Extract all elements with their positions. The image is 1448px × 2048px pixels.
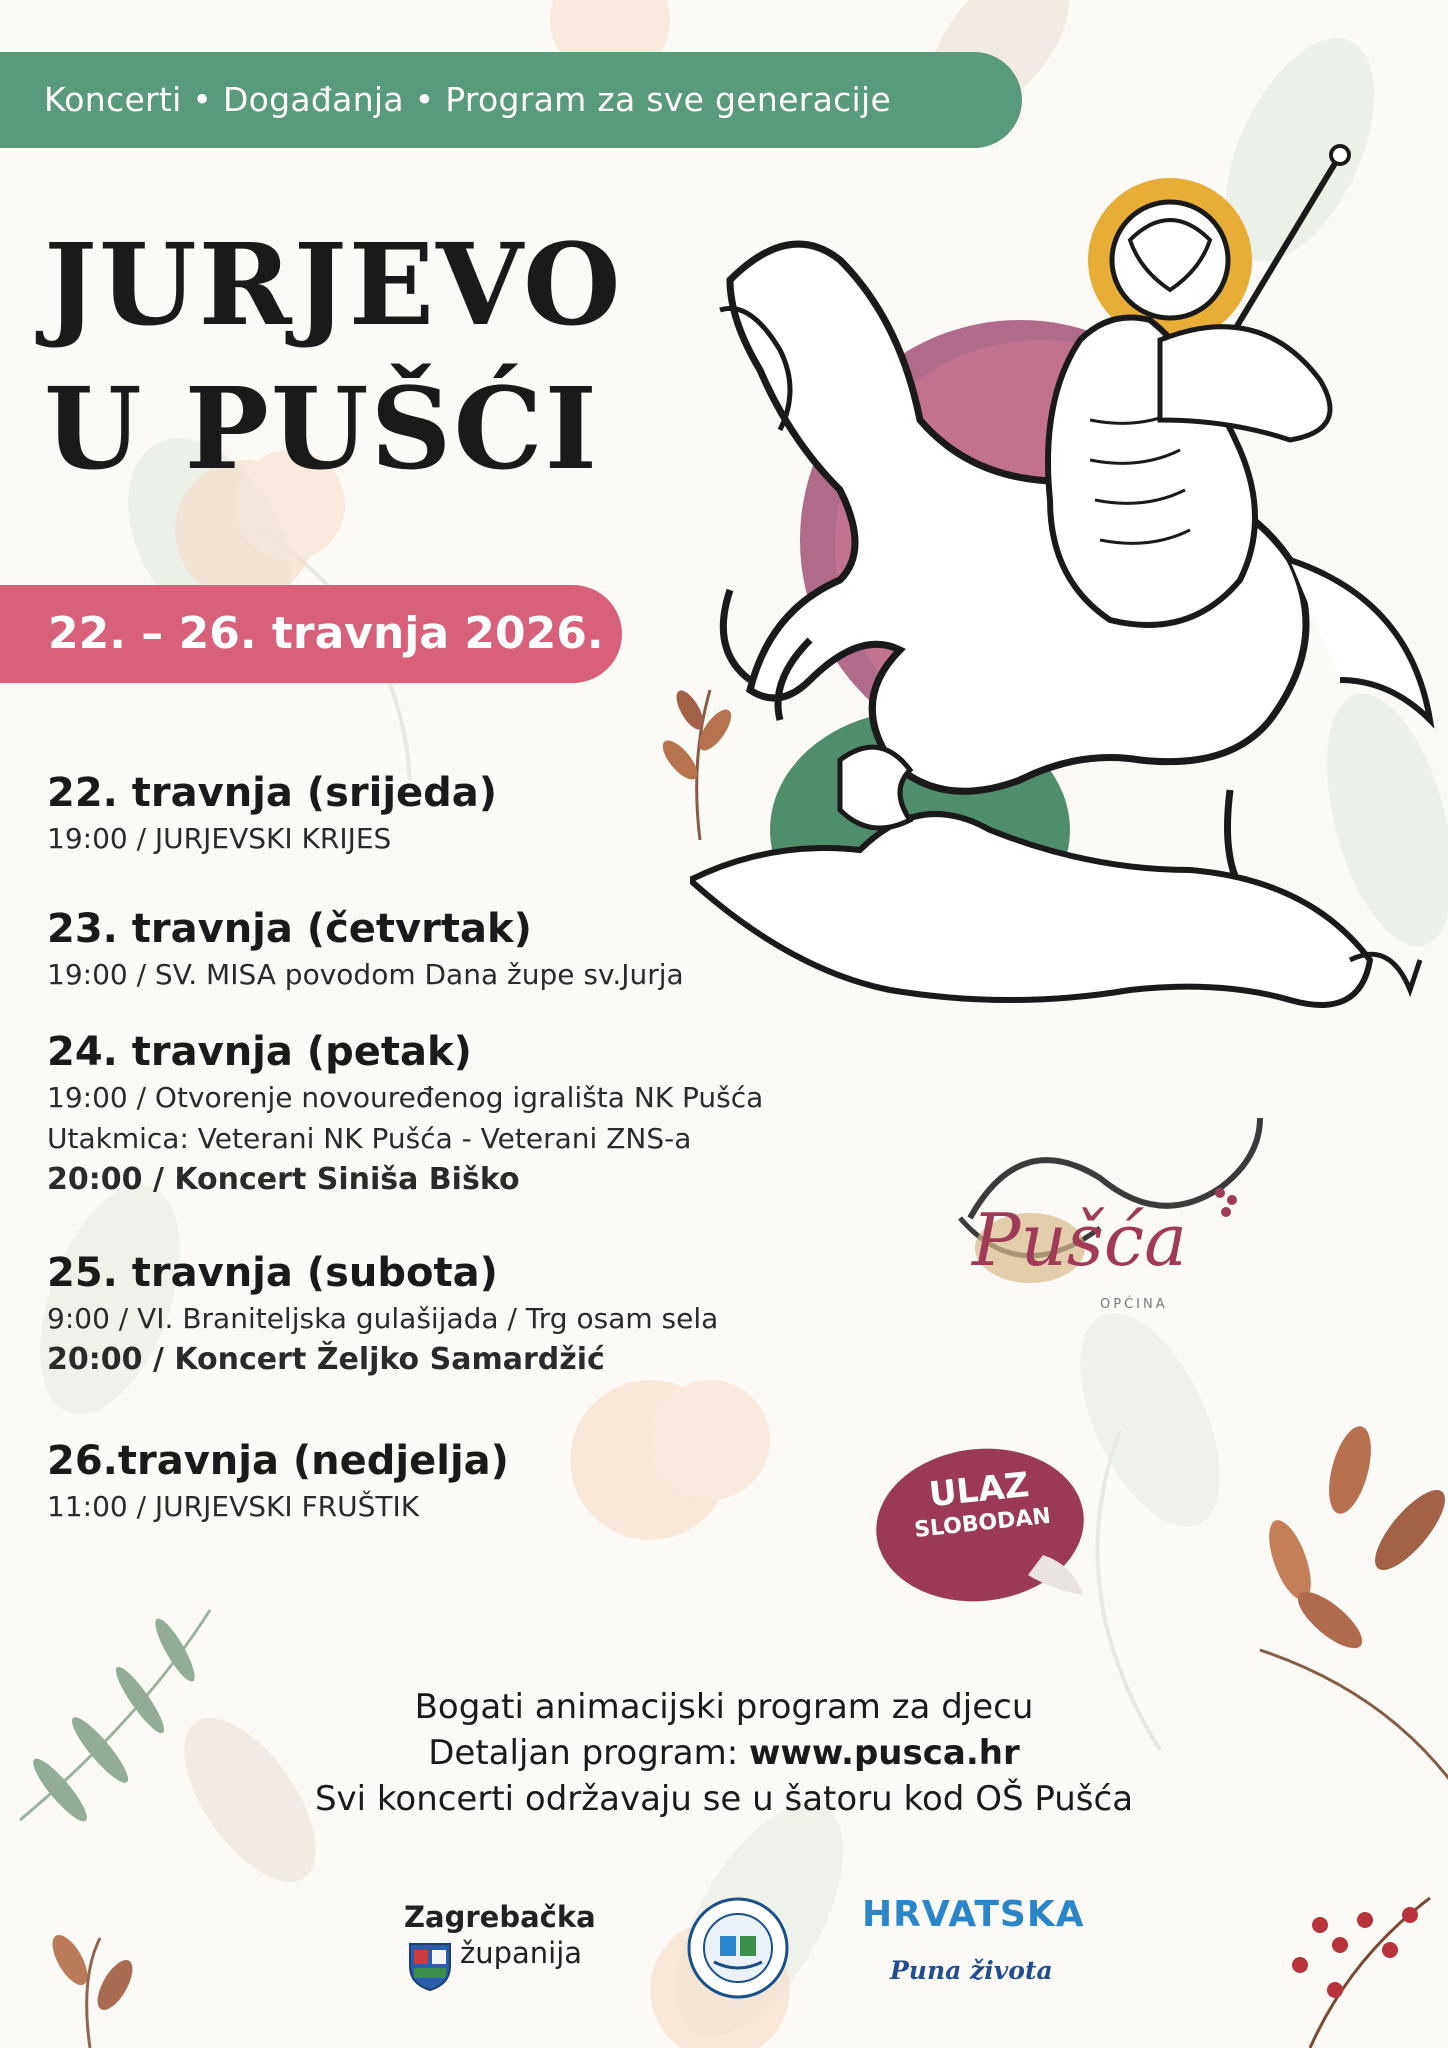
tagline-banner: Koncerti • Događanja • Program za sve generacije	[0, 52, 1022, 148]
badge-line-2: SLOBODAN	[913, 1503, 1052, 1543]
tourist-board-seal-icon	[686, 1896, 790, 2000]
event-line: Utakmica: Veterani NK Pušća - Veterani ZNS-a	[47, 1122, 692, 1155]
event-line: 11:00 / JURJEVSKI FRUŠTIK	[47, 1490, 420, 1523]
event-line: 19:00 / SV. MISA povodom Dana župe sv.Jurja	[47, 958, 684, 991]
program-day-1	[47, 768, 497, 859]
program-day-5	[47, 1436, 509, 1527]
event-line-highlight: 20:00 / Koncert Željko Samardžić	[47, 1342, 605, 1377]
zagreb-county-logo	[404, 1900, 596, 1970]
footer-line-2-prefix: Detaljan program:	[428, 1733, 749, 1773]
day-title: 22. travnja (srijeda)	[47, 770, 498, 816]
zagreb-logo-line-1: Zagrebačka	[404, 1900, 596, 1934]
event-line: 19:00 / Otvorenje novouređenog igrališta NK Pušća	[47, 1081, 764, 1114]
berry-branch-icon	[1292, 1898, 1430, 2048]
event-title	[44, 214, 623, 502]
pusca-logo-sub: OPĆINA	[1100, 1297, 1168, 1312]
croatia-tourism-logo	[862, 1894, 1085, 1985]
date-banner: 22. – 26. travnja 2026.	[0, 585, 622, 683]
footer-info	[0, 1684, 1448, 1822]
day-title: 25. travnja (subota)	[47, 1250, 498, 1296]
hrvatska-wordmark: HRVATSKA	[862, 1894, 1085, 1935]
title-line-1: JURJEVO	[44, 220, 623, 351]
st-george-dragon-illustration	[690, 140, 1448, 1040]
program-day-2	[47, 904, 684, 995]
pusca-logo-name: Pušća	[972, 1198, 1188, 1282]
program-day-3	[47, 1027, 763, 1200]
footer-line-1: Bogati animacijski program za djecu	[414, 1687, 1034, 1727]
day-title: 23. travnja (četvrtak)	[47, 906, 532, 952]
event-line: 19:00 / JURJEVSKI KRIJES	[47, 822, 392, 855]
footer-line-3: Svi koncerti održavaju se u šatoru kod OŠ Pušća	[314, 1779, 1134, 1819]
website-link[interactable]: www.pusca.hr	[749, 1733, 1020, 1773]
title-line-2: U PUŠĆI	[44, 364, 599, 495]
day-title: 26.travnja (nedjelja)	[47, 1438, 509, 1484]
badge-line-1: ULAZ	[927, 1464, 1031, 1516]
event-line: 9:00 / VI. Braniteljska gulašijada / Trg osam sela	[47, 1302, 719, 1335]
zagreb-logo-line-2: županija	[460, 1936, 583, 1970]
footer-line-2	[0, 1730, 1448, 1776]
hrvatska-slogan: Puna života	[890, 1956, 1053, 1985]
program-day-4	[47, 1248, 718, 1380]
event-line-highlight: 20:00 / Koncert Siniša Biško	[47, 1162, 520, 1197]
coat-of-arms-icon	[406, 1940, 454, 1992]
day-title: 24. travnja (petak)	[47, 1029, 472, 1075]
